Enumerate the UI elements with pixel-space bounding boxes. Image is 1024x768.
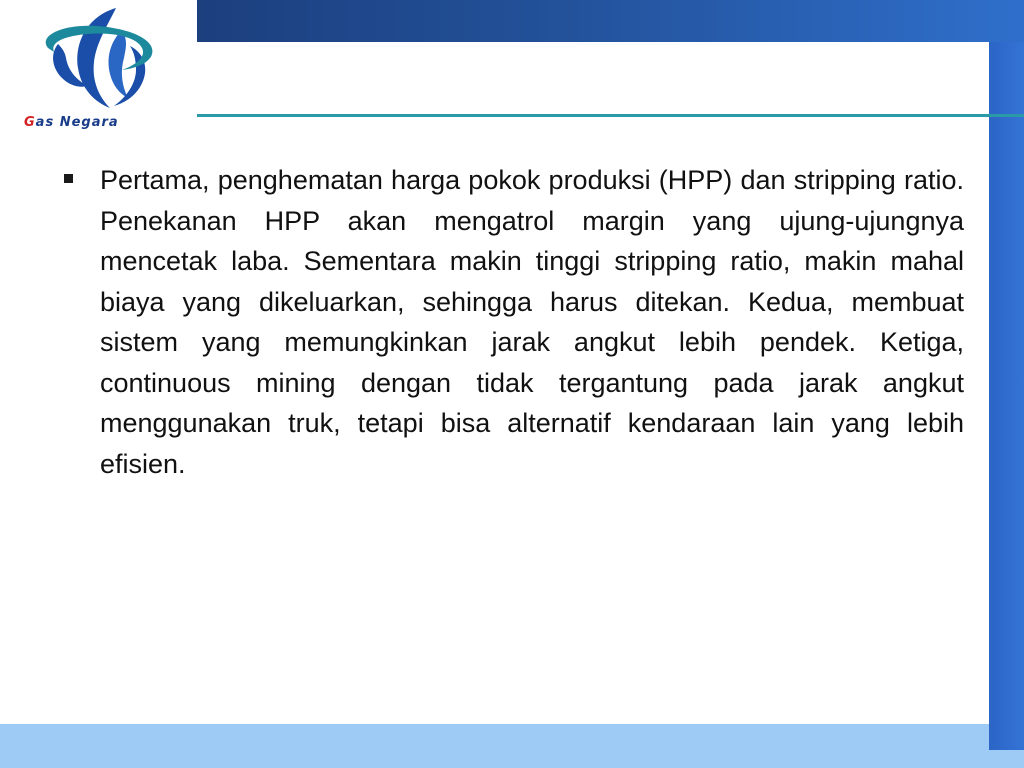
logo-wordmark: Gas Negara — [24, 115, 119, 130]
square-bullet-icon — [64, 174, 73, 183]
company-logo — [18, 2, 178, 134]
gas-negara-logo-icon — [18, 2, 178, 117]
right-side-band — [989, 42, 1024, 750]
title-divider-line — [197, 114, 1024, 117]
bullet-item — [62, 160, 964, 484]
bottom-footer-band — [0, 724, 989, 768]
content-area — [62, 160, 964, 484]
top-header-band — [197, 0, 1024, 42]
bottom-footer-band-corner — [989, 750, 1024, 768]
bullet-text: Pertama, penghematan harga pokok produksi (HPP) dan stripping ratio. Penekanan HPP akan mengatrol margin yang ujung-ujungnya mencetak laba. Sementara makin tinggi stripping ratio, makin mahal biaya yang dikeluarkan, sehingga harus ditekan. Kedua, membuat sistem yang memungkinkan jarak angkut lebih pendek. Ketiga, continuous mining dengan tidak tergantung pada jarak angkut menggunakan truk, tetapi bisa alternatif kendaraan lain yang lebih efisien. — [100, 165, 964, 479]
